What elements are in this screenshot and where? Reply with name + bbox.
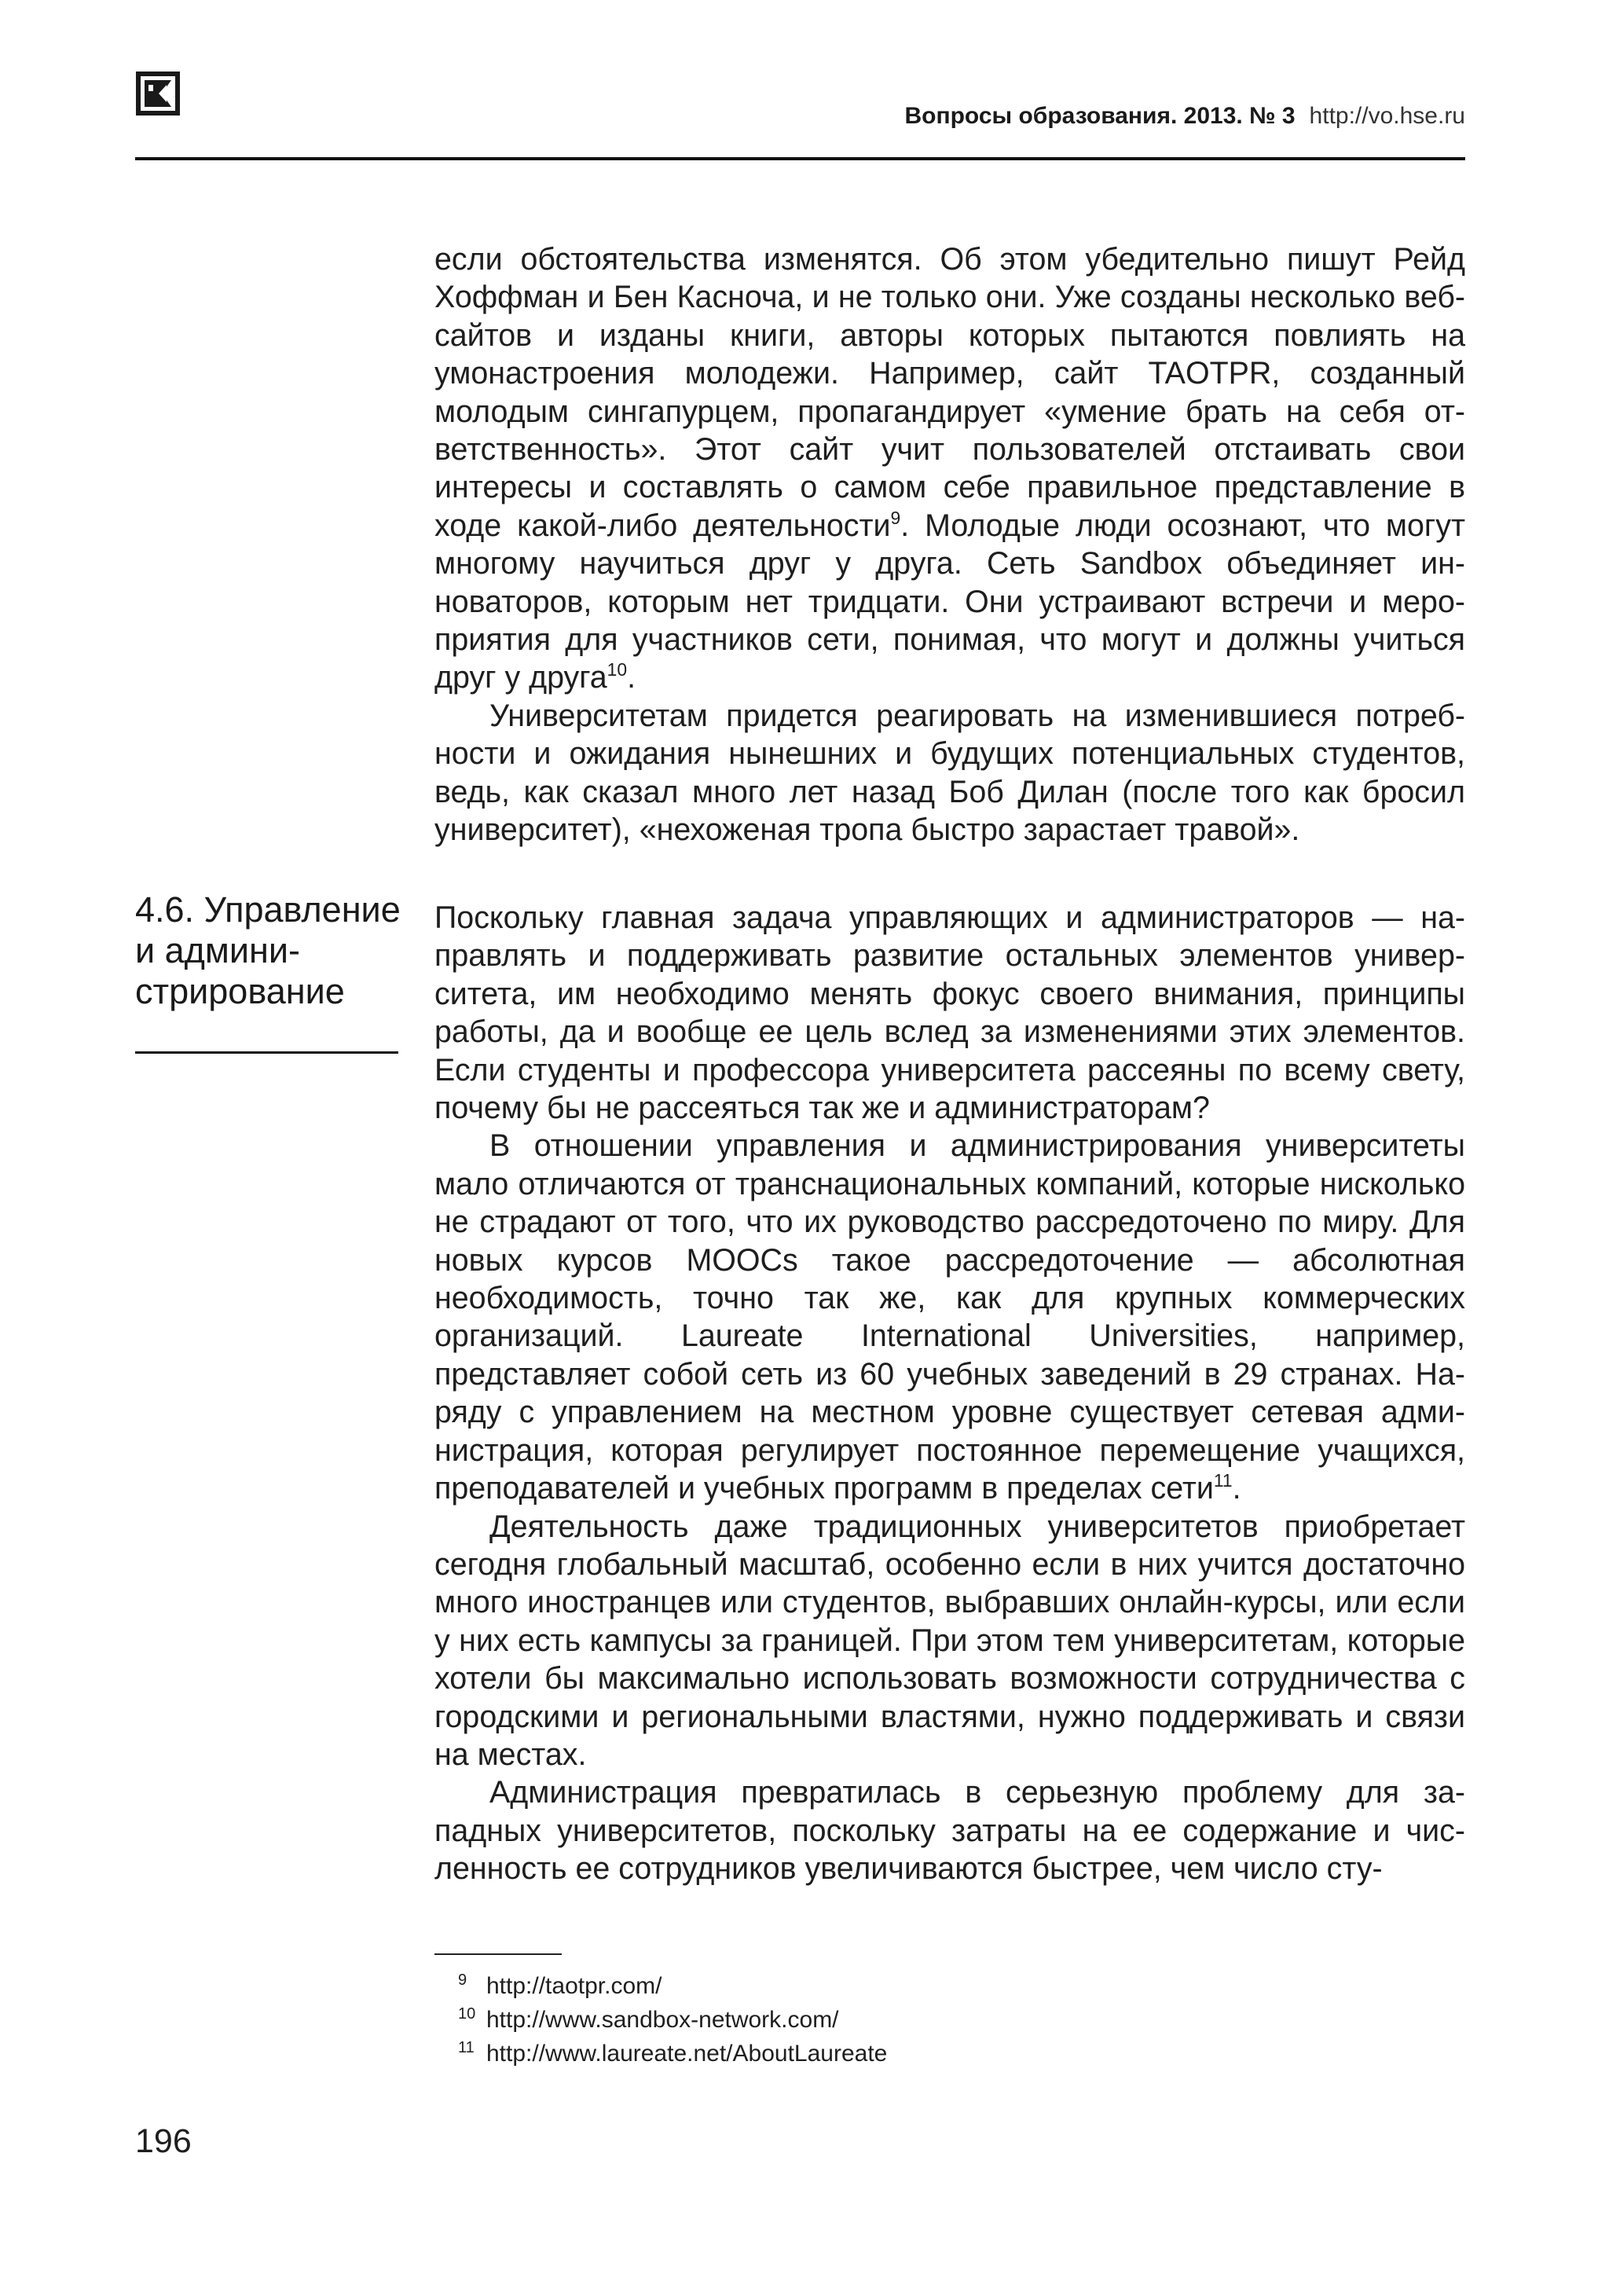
paragraph-text: В отношении управления и администрирования университеты мало отличаются от транснациональных компаний, которые нисколько не страдают от того, что их руководство рассредоточено по миру. Для новых курсов MOOCs такое рассредоточение — абсолютная необходимость, точно так же, как для крупных коммерческих организаций. Laureate International Universities, например, представляет собой сеть из 60 учебных заведений в 29 странах. Наряду с управлением на местном уровне существует сетевая администрация, которая регулирует постоянное перемещение учащихся, преподавателей и учебных программ в пределах сети <box>434 1128 1465 1506</box>
section-heading: 4.6. Управление и администрирование <box>135 889 401 1011</box>
footnote-ref-10[interactable]: 10 <box>607 659 628 680</box>
footnote-9: 9 http://taotpr.com/ <box>458 1971 662 1999</box>
page-number: 196 <box>135 2122 192 2160</box>
paragraph <box>434 240 1465 697</box>
paragraph-text: . Молодые люди осознают, что могут многому научиться друг у друга. Сеть Sandbox объединяет инноваторов, которым нет тридцати. Они устраивают встречи и мероприятия для участников сети, понимая, что могут и должны учиться друг у друга <box>434 508 1465 695</box>
paragraph: Администрация превратилась в серьезную проблему для западных университетов, поскольку затраты на ее содержание и численность ее сотрудников увеличиваются быстрее, чем число сту- <box>434 1775 1465 1887</box>
running-header <box>904 101 1465 132</box>
paragraph: Университетам придется реагировать на изменившиеся потребности и ожидания нынешних и будущих потенциальных студентов, ведь, как сказал много лет назад Боб Дилан (после того как бросил университет), «нехоженая тропа быстро зарастает травой». <box>434 698 1465 848</box>
paragraph-text: если обстоятельства изменятся. Об этом убедительно пишут Рейд Хоффман и Бен Касноча, и не только они. Уже созданы несколько веб-сайтов и изданы книги, авторы которых пытаются повлиять на умонастроения молодежи. Например, сайт TAOTPR, созданный молодым сингапурцем, пропагандирует «умение брать на себя ответственность». Этот сайт учит пользователей отстаивать свои интересы и составлять о самом себе правильное представление в ходе какой-либо деятельности <box>434 242 1465 543</box>
paragraph: Поскольку главная задача управляющих и администраторов — направлять и поддерживать развитие остальных элементов университета, им необходимо менять фокус своего внимания, принципы работы, да и вообще ее цель вслед за изменениями этих элементов. Если студенты и профессора университета рассеяны по всему свету, почему бы не рассеяться так же и администраторам? <box>434 900 1465 1126</box>
footnote-ref-9[interactable]: 9 <box>890 508 901 528</box>
paragraph <box>434 1127 1465 1507</box>
paragraph-text: . <box>627 660 636 695</box>
main-text-block <box>434 899 1465 1888</box>
journal-logo-icon <box>135 71 181 116</box>
footnote-link[interactable]: http://www.sandbox-network.com/ <box>486 2007 839 2033</box>
footnote-link[interactable]: http://taotpr.com/ <box>486 1973 662 1999</box>
paragraph-text: . <box>1232 1471 1241 1506</box>
footnotes <box>458 1969 887 2070</box>
footnote-10: 10 http://www.sandbox-network.com/ <box>458 2005 839 2033</box>
section-rule <box>135 1051 398 1054</box>
header-rule <box>135 157 1465 160</box>
footnote-link[interactable]: http://www.laureate.net/AboutLaureate <box>486 2041 888 2067</box>
top-text-block <box>434 240 1465 849</box>
journal-title: Вопросы образования. 2013. № 3 <box>904 103 1296 129</box>
journal-url[interactable]: http://vo.hse.ru <box>1309 103 1465 129</box>
footnote-11: 11 http://www.laureate.net/AboutLaureate <box>458 2039 888 2067</box>
footnote-rule <box>434 1953 562 1955</box>
paragraph: Деятельность даже традиционных университетов приобретает сегодня глобальный масштаб, особенно если в них учится достаточно много иностранцев или студентов, выбравших онлайн-курсы, или если у них есть кампусы за границей. При этом тем университетам, которые хотели бы максимально использовать возможности сотрудничества с городскими и региональными властями, нужно поддерживать и связи на местах. <box>434 1509 1465 1772</box>
footnote-ref-11[interactable]: 11 <box>1213 1470 1233 1491</box>
